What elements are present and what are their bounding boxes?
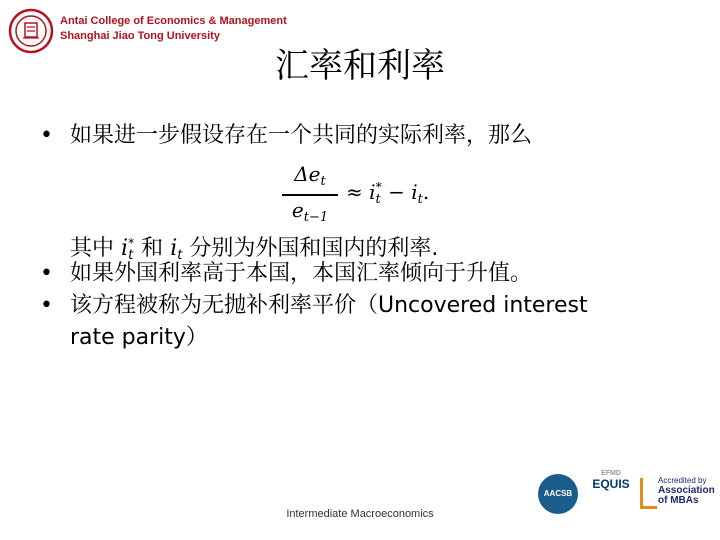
bullet-dot: • [40,293,53,318]
formula-denominator: $e_{t-1}$ [291,198,329,225]
bullet-3-line-1: 该方程被称为无抛补利率平价（Uncovered interest [70,293,588,318]
college-line-1: Antai College of Economics & Management [60,15,287,27]
amba-mark-icon [640,478,657,509]
equis-logo: EFMD EQUIS [592,470,630,491]
bullet-dot: • [40,261,53,286]
bullet-dot: • [40,123,53,148]
formula-rhs: ≈ $i_t^* - i_t$. [346,180,430,207]
bullet-3-line-2: rate parity） [70,325,208,350]
bullet-2 [40,258,680,290]
formula-numerator: $\Delta e_t$ [294,162,326,189]
bullet-2-text: 如果外国利率高于本国，本国汇率倾向于升值。 [70,261,533,286]
bullet-3 [40,290,680,354]
amba-logo: Accredited by Association of MBAs [640,474,712,514]
bullet-1-text: 如果进一步假设存在一个共同的实际利率，那么 [70,123,533,148]
fraction-bar [282,194,338,196]
college-name [60,14,287,44]
where-clause: 其中 $i_t^*$ 和 $i_t$ 分别为外国和国内的利率. [70,236,439,263]
footer-course-name: Intermediate Macroeconomics [286,508,434,520]
bullet-list [40,258,680,354]
aacsb-logo: AACSB [538,474,578,514]
bullet-1 [40,120,680,152]
slide-title: 汇率和利率 [275,46,445,86]
college-line-2: Shanghai Jiao Tong University [60,30,220,42]
